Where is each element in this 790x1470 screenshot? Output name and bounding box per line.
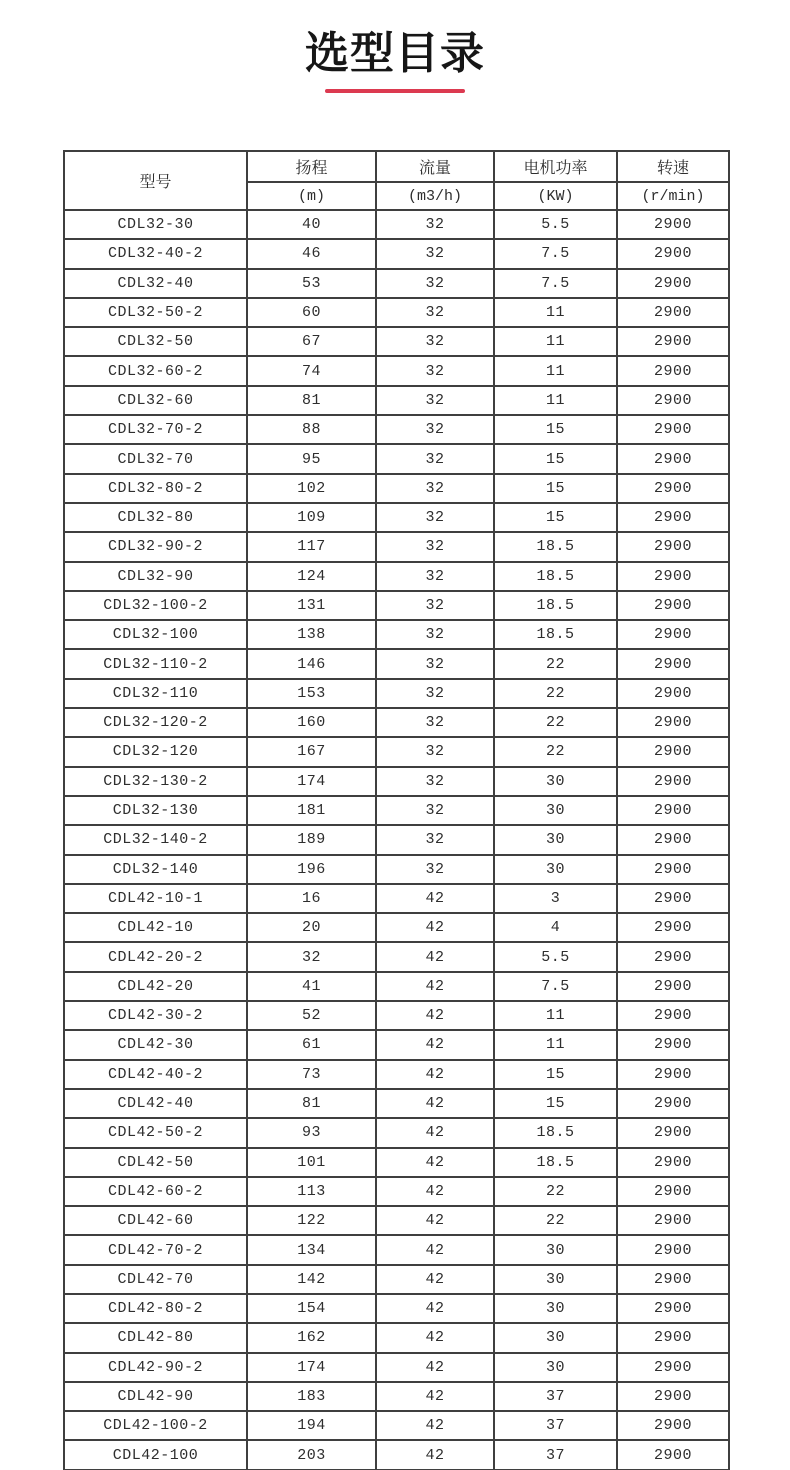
flow-cell: 32 <box>376 210 494 239</box>
column-header-model: 型号 <box>64 151 247 210</box>
table-row <box>64 1294 729 1323</box>
power-cell: 7.5 <box>494 239 617 268</box>
flow-cell: 42 <box>376 1148 494 1177</box>
flow-cell: 42 <box>376 1265 494 1294</box>
table-row <box>64 855 729 884</box>
head-cell: 153 <box>247 679 376 708</box>
head-cell: 101 <box>247 1148 376 1177</box>
model-cell: CDL42-10 <box>64 913 247 942</box>
model-cell: CDL42-70-2 <box>64 1235 247 1264</box>
flow-cell: 42 <box>376 1001 494 1030</box>
model-cell: CDL42-40 <box>64 1089 247 1118</box>
flow-cell: 32 <box>376 620 494 649</box>
speed-cell: 2900 <box>617 356 729 385</box>
head-cell: 183 <box>247 1382 376 1411</box>
model-cell: CDL32-50-2 <box>64 298 247 327</box>
table-row <box>64 1235 729 1264</box>
speed-cell: 2900 <box>617 649 729 678</box>
flow-cell: 42 <box>376 1411 494 1440</box>
table-row <box>64 503 729 532</box>
power-cell: 30 <box>494 1353 617 1382</box>
head-cell: 196 <box>247 855 376 884</box>
head-cell: 203 <box>247 1440 376 1469</box>
power-cell: 18.5 <box>494 591 617 620</box>
model-cell: CDL32-60 <box>64 386 247 415</box>
power-cell: 3 <box>494 884 617 913</box>
head-cell: 73 <box>247 1060 376 1089</box>
flow-cell: 32 <box>376 591 494 620</box>
flow-cell: 32 <box>376 327 494 356</box>
model-cell: CDL32-70 <box>64 444 247 473</box>
model-cell: CDL32-100-2 <box>64 591 247 620</box>
flow-cell: 42 <box>376 1118 494 1147</box>
speed-cell: 2900 <box>617 1148 729 1177</box>
speed-cell: 2900 <box>617 210 729 239</box>
power-cell: 15 <box>494 415 617 444</box>
flow-cell: 32 <box>376 269 494 298</box>
model-cell: CDL42-100 <box>64 1440 247 1469</box>
power-cell: 18.5 <box>494 1118 617 1147</box>
table-body <box>64 210 729 1470</box>
power-cell: 30 <box>494 855 617 884</box>
head-cell: 160 <box>247 708 376 737</box>
speed-cell: 2900 <box>617 444 729 473</box>
head-cell: 167 <box>247 737 376 766</box>
table-row <box>64 1440 729 1469</box>
model-cell: CDL42-50 <box>64 1148 247 1177</box>
column-unit-power: (KW) <box>494 182 617 210</box>
model-cell: CDL32-60-2 <box>64 356 247 385</box>
flow-cell: 42 <box>376 972 494 1001</box>
model-cell: CDL32-80 <box>64 503 247 532</box>
table-row <box>64 474 729 503</box>
head-cell: 93 <box>247 1118 376 1147</box>
power-cell: 18.5 <box>494 620 617 649</box>
power-cell: 37 <box>494 1382 617 1411</box>
model-cell: CDL32-90-2 <box>64 532 247 561</box>
speed-cell: 2900 <box>617 972 729 1001</box>
model-cell: CDL42-10-1 <box>64 884 247 913</box>
head-cell: 20 <box>247 913 376 942</box>
model-cell: CDL32-110-2 <box>64 649 247 678</box>
flow-cell: 32 <box>376 532 494 561</box>
table-row <box>64 1206 729 1235</box>
table-row <box>64 1382 729 1411</box>
table-row <box>64 1265 729 1294</box>
head-cell: 109 <box>247 503 376 532</box>
head-cell: 60 <box>247 298 376 327</box>
table-row <box>64 649 729 678</box>
head-cell: 46 <box>247 239 376 268</box>
flow-cell: 32 <box>376 708 494 737</box>
power-cell: 15 <box>494 1060 617 1089</box>
model-cell: CDL32-90 <box>64 562 247 591</box>
power-cell: 37 <box>494 1440 617 1469</box>
flow-cell: 32 <box>376 474 494 503</box>
model-cell: CDL42-80 <box>64 1323 247 1352</box>
table-row <box>64 532 729 561</box>
head-cell: 194 <box>247 1411 376 1440</box>
power-cell: 22 <box>494 737 617 766</box>
speed-cell: 2900 <box>617 825 729 854</box>
speed-cell: 2900 <box>617 1411 729 1440</box>
head-cell: 174 <box>247 1353 376 1382</box>
table-row <box>64 1177 729 1206</box>
speed-cell: 2900 <box>617 1294 729 1323</box>
power-cell: 30 <box>494 825 617 854</box>
speed-cell: 2900 <box>617 1089 729 1118</box>
power-cell: 37 <box>494 1411 617 1440</box>
model-cell: CDL32-70-2 <box>64 415 247 444</box>
speed-cell: 2900 <box>617 415 729 444</box>
model-cell: CDL32-40-2 <box>64 239 247 268</box>
table-row <box>64 1030 729 1059</box>
column-unit-flow: (m3/h) <box>376 182 494 210</box>
model-cell: CDL32-80-2 <box>64 474 247 503</box>
flow-cell: 32 <box>376 444 494 473</box>
model-cell: CDL42-60-2 <box>64 1177 247 1206</box>
table-row <box>64 1001 729 1030</box>
head-cell: 122 <box>247 1206 376 1235</box>
flow-cell: 42 <box>376 1177 494 1206</box>
column-unit-speed: (r/min) <box>617 182 729 210</box>
column-unit-head: (m) <box>247 182 376 210</box>
speed-cell: 2900 <box>617 327 729 356</box>
model-cell: CDL32-30 <box>64 210 247 239</box>
power-cell: 11 <box>494 298 617 327</box>
speed-cell: 2900 <box>617 679 729 708</box>
power-cell: 5.5 <box>494 210 617 239</box>
head-cell: 113 <box>247 1177 376 1206</box>
head-cell: 146 <box>247 649 376 678</box>
model-cell: CDL32-130-2 <box>64 767 247 796</box>
flow-cell: 42 <box>376 1089 494 1118</box>
head-cell: 61 <box>247 1030 376 1059</box>
power-cell: 11 <box>494 386 617 415</box>
speed-cell: 2900 <box>617 1235 729 1264</box>
head-cell: 16 <box>247 884 376 913</box>
power-cell: 11 <box>494 1030 617 1059</box>
power-cell: 22 <box>494 649 617 678</box>
speed-cell: 2900 <box>617 737 729 766</box>
head-cell: 117 <box>247 532 376 561</box>
power-cell: 30 <box>494 1323 617 1352</box>
table-row <box>64 767 729 796</box>
model-cell: CDL32-110 <box>64 679 247 708</box>
table-row <box>64 210 729 239</box>
flow-cell: 32 <box>376 503 494 532</box>
speed-cell: 2900 <box>617 503 729 532</box>
table-row <box>64 1118 729 1147</box>
table-row <box>64 1089 729 1118</box>
flow-cell: 32 <box>376 737 494 766</box>
speed-cell: 2900 <box>617 386 729 415</box>
power-cell: 7.5 <box>494 972 617 1001</box>
table-row <box>64 269 729 298</box>
head-cell: 131 <box>247 591 376 620</box>
table-row <box>64 386 729 415</box>
speed-cell: 2900 <box>617 1440 729 1469</box>
speed-cell: 2900 <box>617 239 729 268</box>
table-row <box>64 1060 729 1089</box>
model-cell: CDL32-100 <box>64 620 247 649</box>
table-row <box>64 356 729 385</box>
speed-cell: 2900 <box>617 591 729 620</box>
speed-cell: 2900 <box>617 1382 729 1411</box>
title-underline-accent <box>325 89 465 93</box>
speed-cell: 2900 <box>617 1353 729 1382</box>
flow-cell: 42 <box>376 1060 494 1089</box>
power-cell: 11 <box>494 1001 617 1030</box>
power-cell: 7.5 <box>494 269 617 298</box>
speed-cell: 2900 <box>617 1118 729 1147</box>
power-cell: 11 <box>494 356 617 385</box>
model-cell: CDL42-90 <box>64 1382 247 1411</box>
flow-cell: 32 <box>376 825 494 854</box>
table-row <box>64 1411 729 1440</box>
model-cell: CDL32-130 <box>64 796 247 825</box>
speed-cell: 2900 <box>617 884 729 913</box>
speed-cell: 2900 <box>617 562 729 591</box>
model-cell: CDL42-100-2 <box>64 1411 247 1440</box>
power-cell: 15 <box>494 444 617 473</box>
head-cell: 174 <box>247 767 376 796</box>
table-row <box>64 679 729 708</box>
column-header-speed: 转速 <box>617 151 729 182</box>
head-cell: 32 <box>247 942 376 971</box>
flow-cell: 32 <box>376 767 494 796</box>
power-cell: 15 <box>494 474 617 503</box>
table-row <box>64 591 729 620</box>
speed-cell: 2900 <box>617 1001 729 1030</box>
head-cell: 102 <box>247 474 376 503</box>
power-cell: 30 <box>494 1294 617 1323</box>
flow-cell: 32 <box>376 649 494 678</box>
head-cell: 124 <box>247 562 376 591</box>
model-cell: CDL42-50-2 <box>64 1118 247 1147</box>
table-row <box>64 298 729 327</box>
speed-cell: 2900 <box>617 269 729 298</box>
head-cell: 74 <box>247 356 376 385</box>
speed-cell: 2900 <box>617 1060 729 1089</box>
flow-cell: 42 <box>376 1206 494 1235</box>
power-cell: 11 <box>494 327 617 356</box>
power-cell: 30 <box>494 796 617 825</box>
power-cell: 30 <box>494 1235 617 1264</box>
table-row <box>64 972 729 1001</box>
power-cell: 15 <box>494 1089 617 1118</box>
table-header <box>64 151 729 210</box>
flow-cell: 32 <box>376 239 494 268</box>
speed-cell: 2900 <box>617 855 729 884</box>
model-cell: CDL32-140 <box>64 855 247 884</box>
table-row <box>64 708 729 737</box>
head-cell: 88 <box>247 415 376 444</box>
head-cell: 142 <box>247 1265 376 1294</box>
table-row <box>64 239 729 268</box>
model-cell: CDL32-140-2 <box>64 825 247 854</box>
model-cell: CDL42-20 <box>64 972 247 1001</box>
power-cell: 30 <box>494 1265 617 1294</box>
power-cell: 22 <box>494 1177 617 1206</box>
flow-cell: 42 <box>376 1382 494 1411</box>
flow-cell: 42 <box>376 1235 494 1264</box>
table-row <box>64 1323 729 1352</box>
head-cell: 53 <box>247 269 376 298</box>
power-cell: 15 <box>494 503 617 532</box>
speed-cell: 2900 <box>617 532 729 561</box>
model-cell: CDL42-60 <box>64 1206 247 1235</box>
speed-cell: 2900 <box>617 1265 729 1294</box>
model-cell: CDL42-20-2 <box>64 942 247 971</box>
model-cell: CDL42-80-2 <box>64 1294 247 1323</box>
flow-cell: 42 <box>376 884 494 913</box>
table-row <box>64 620 729 649</box>
table-row <box>64 796 729 825</box>
flow-cell: 42 <box>376 1030 494 1059</box>
flow-cell: 42 <box>376 942 494 971</box>
flow-cell: 42 <box>376 1294 494 1323</box>
flow-cell: 42 <box>376 913 494 942</box>
table-row <box>64 913 729 942</box>
power-cell: 18.5 <box>494 532 617 561</box>
speed-cell: 2900 <box>617 474 729 503</box>
column-header-power: 电机功率 <box>494 151 617 182</box>
flow-cell: 32 <box>376 562 494 591</box>
model-cell: CDL32-120-2 <box>64 708 247 737</box>
table-row <box>64 884 729 913</box>
column-header-head: 扬程 <box>247 151 376 182</box>
power-cell: 22 <box>494 1206 617 1235</box>
head-cell: 138 <box>247 620 376 649</box>
table-row <box>64 444 729 473</box>
head-cell: 81 <box>247 1089 376 1118</box>
flow-cell: 42 <box>376 1440 494 1469</box>
head-cell: 67 <box>247 327 376 356</box>
head-cell: 81 <box>247 386 376 415</box>
speed-cell: 2900 <box>617 298 729 327</box>
table-row <box>64 942 729 971</box>
table-row <box>64 737 729 766</box>
model-cell: CDL32-40 <box>64 269 247 298</box>
model-cell: CDL32-50 <box>64 327 247 356</box>
head-cell: 40 <box>247 210 376 239</box>
table-row <box>64 415 729 444</box>
flow-cell: 32 <box>376 298 494 327</box>
flow-cell: 42 <box>376 1353 494 1382</box>
head-cell: 95 <box>247 444 376 473</box>
model-cell: CDL32-120 <box>64 737 247 766</box>
speed-cell: 2900 <box>617 620 729 649</box>
flow-cell: 42 <box>376 1323 494 1352</box>
head-cell: 189 <box>247 825 376 854</box>
flow-cell: 32 <box>376 855 494 884</box>
selection-catalog-table <box>63 150 730 1470</box>
speed-cell: 2900 <box>617 796 729 825</box>
page-title: 选型目录 <box>305 29 485 78</box>
model-cell: CDL42-40-2 <box>64 1060 247 1089</box>
head-cell: 52 <box>247 1001 376 1030</box>
head-cell: 162 <box>247 1323 376 1352</box>
flow-cell: 32 <box>376 386 494 415</box>
table-row <box>64 825 729 854</box>
head-cell: 41 <box>247 972 376 1001</box>
speed-cell: 2900 <box>617 767 729 796</box>
power-cell: 18.5 <box>494 1148 617 1177</box>
head-cell: 154 <box>247 1294 376 1323</box>
flow-cell: 32 <box>376 356 494 385</box>
speed-cell: 2900 <box>617 708 729 737</box>
speed-cell: 2900 <box>617 1030 729 1059</box>
table-row <box>64 327 729 356</box>
speed-cell: 2900 <box>617 1177 729 1206</box>
speed-cell: 2900 <box>617 942 729 971</box>
table-row <box>64 562 729 591</box>
power-cell: 22 <box>494 679 617 708</box>
table-row <box>64 1148 729 1177</box>
speed-cell: 2900 <box>617 1206 729 1235</box>
speed-cell: 2900 <box>617 1323 729 1352</box>
model-cell: CDL42-30-2 <box>64 1001 247 1030</box>
power-cell: 30 <box>494 767 617 796</box>
table-row <box>64 1353 729 1382</box>
power-cell: 22 <box>494 708 617 737</box>
power-cell: 5.5 <box>494 942 617 971</box>
model-cell: CDL42-30 <box>64 1030 247 1059</box>
power-cell: 4 <box>494 913 617 942</box>
flow-cell: 32 <box>376 796 494 825</box>
column-header-flow: 流量 <box>376 151 494 182</box>
head-cell: 134 <box>247 1235 376 1264</box>
speed-cell: 2900 <box>617 913 729 942</box>
header-row-labels <box>64 151 729 182</box>
flow-cell: 32 <box>376 415 494 444</box>
model-cell: CDL42-70 <box>64 1265 247 1294</box>
flow-cell: 32 <box>376 679 494 708</box>
model-cell: CDL42-90-2 <box>64 1353 247 1382</box>
power-cell: 18.5 <box>494 562 617 591</box>
head-cell: 181 <box>247 796 376 825</box>
